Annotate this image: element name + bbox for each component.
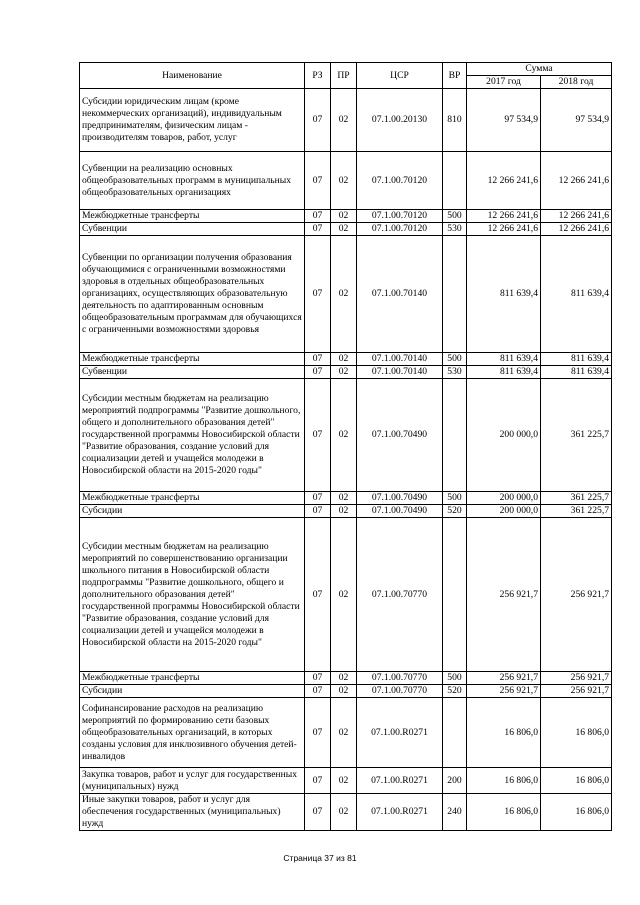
row-pr: 02 [331, 366, 357, 379]
row-rz: 07 [305, 366, 331, 379]
row-csr: 07.1.00.70770 [357, 518, 443, 672]
row-sum-2018: 256 921,7 [541, 685, 612, 698]
row-pr: 02 [331, 223, 357, 236]
row-vr [443, 518, 467, 672]
row-sum-2018: 361 225,7 [541, 379, 612, 492]
row-sum-2017: 16 806,0 [467, 768, 541, 794]
row-vr: 500 [443, 672, 467, 685]
row-sum-2017: 12 266 241,6 [467, 210, 541, 223]
row-sum-2018: 16 806,0 [541, 794, 612, 831]
row-sum-2017: 256 921,7 [467, 685, 541, 698]
header-year-2017: 2017 год [467, 76, 541, 89]
row-name: Субсидии местным бюджетам на реализацию мероприятий по совершенствованию организации школьного питания в Новосибирской области подпрограммы "Развитие дошкольного, общего и дополнительного образования детей" государственной программы Новосибирской области "Развитие образования, создание условий для социализации детей и учащейся молодежи в Новосибирской области на 2015-2020 годы" [80, 518, 305, 672]
row-sum-2018: 256 921,7 [541, 672, 612, 685]
row-name: Межбюджетные трансферты [80, 492, 305, 505]
row-csr: 07.1.00.70140 [357, 236, 443, 353]
header-year-2018: 2018 год [541, 76, 612, 89]
row-csr: 07.1.00.70490 [357, 505, 443, 518]
table-row [80, 492, 612, 505]
row-sum-2018: 16 806,0 [541, 698, 612, 768]
row-sum-2017: 12 266 241,6 [467, 223, 541, 236]
row-vr: 500 [443, 210, 467, 223]
row-vr [443, 152, 467, 210]
row-rz: 07 [305, 768, 331, 794]
row-csr: 07.1.00.R0271 [357, 794, 443, 831]
row-sum-2017: 811 639,4 [467, 366, 541, 379]
row-csr: 07.1.00.70490 [357, 379, 443, 492]
row-pr: 02 [331, 518, 357, 672]
row-pr: 02 [331, 768, 357, 794]
row-csr: 07.1.00.70140 [357, 366, 443, 379]
row-sum-2018: 811 639,4 [541, 236, 612, 353]
table-row [80, 768, 612, 794]
row-name: Межбюджетные трансферты [80, 353, 305, 366]
table-row [80, 794, 612, 831]
row-rz: 07 [305, 223, 331, 236]
row-name: Субсидии [80, 685, 305, 698]
budget-table [79, 62, 612, 831]
row-rz: 07 [305, 89, 331, 152]
row-name: Субвенции [80, 366, 305, 379]
row-sum-2017: 200 000,0 [467, 492, 541, 505]
table-row [80, 223, 612, 236]
row-vr: 520 [443, 685, 467, 698]
row-rz: 07 [305, 518, 331, 672]
row-rz: 07 [305, 379, 331, 492]
row-csr: 07.1.00.70770 [357, 672, 443, 685]
row-vr: 240 [443, 794, 467, 831]
row-csr: 07.1.00.R0271 [357, 768, 443, 794]
row-vr: 200 [443, 768, 467, 794]
row-sum-2018: 12 266 241,6 [541, 152, 612, 210]
row-pr: 02 [331, 89, 357, 152]
row-name: Софинансирование расходов на реализацию мероприятий по формированию сети базовых общеобразовательных организаций, в которых созданы условия для инклюзивного обучения детей-инвалидов [80, 698, 305, 768]
row-sum-2018: 361 225,7 [541, 492, 612, 505]
row-rz: 07 [305, 505, 331, 518]
row-rz: 07 [305, 492, 331, 505]
table-row [80, 685, 612, 698]
row-sum-2017: 200 000,0 [467, 379, 541, 492]
row-name: Закупка товаров, работ и услуг для государственных (муниципальных) нужд [80, 768, 305, 794]
row-sum-2017: 97 534,9 [467, 89, 541, 152]
row-rz: 07 [305, 794, 331, 831]
row-name: Субвенции по организации получения образования обучающимися с ограниченными возможностями здоровья в отдельных общеобразовательных организациях, осуществляющих образовательную деятельность по адаптированным основным общеобразовательным программам для обучающихся с ограниченными возможностями здоровья [80, 236, 305, 353]
table-row [80, 379, 612, 492]
row-sum-2017: 256 921,7 [467, 518, 541, 672]
row-vr: 500 [443, 492, 467, 505]
row-pr: 02 [331, 794, 357, 831]
row-csr: 07.1.00.70490 [357, 492, 443, 505]
row-sum-2017: 811 639,4 [467, 236, 541, 353]
row-csr: 07.1.00.70120 [357, 210, 443, 223]
row-sum-2018: 97 534,9 [541, 89, 612, 152]
row-pr: 02 [331, 672, 357, 685]
row-rz: 07 [305, 210, 331, 223]
table-row [80, 89, 612, 152]
row-csr: 07.1.00.70120 [357, 223, 443, 236]
row-csr: 07.1.00.70770 [357, 685, 443, 698]
page-footer: Страница 37 из 81 [283, 853, 357, 863]
table-row [80, 672, 612, 685]
row-pr: 02 [331, 353, 357, 366]
row-vr: 520 [443, 505, 467, 518]
row-vr [443, 698, 467, 768]
table-row [80, 366, 612, 379]
table-row [80, 236, 612, 353]
row-vr: 500 [443, 353, 467, 366]
row-pr: 02 [331, 152, 357, 210]
row-rz: 07 [305, 353, 331, 366]
header-name: Наименование [80, 63, 305, 89]
row-csr: 07.1.00.70120 [357, 152, 443, 210]
row-pr: 02 [331, 698, 357, 768]
row-vr: 530 [443, 366, 467, 379]
row-pr: 02 [331, 492, 357, 505]
row-rz: 07 [305, 698, 331, 768]
row-name: Межбюджетные трансферты [80, 210, 305, 223]
row-csr: 07.1.00.20130 [357, 89, 443, 152]
header-csr: ЦСР [357, 63, 443, 89]
row-name: Субсидии местным бюджетам на реализацию мероприятий подпрограммы "Развитие дошкольного, общего и дополнительного образования детей" государственной программы Новосибирской области "Развитие образования, создание условий для социализации детей и учащейся молодежи в Новосибирской области на 2015-2020 годы" [80, 379, 305, 492]
row-pr: 02 [331, 505, 357, 518]
row-pr: 02 [331, 379, 357, 492]
row-name: Субвенции [80, 223, 305, 236]
row-sum-2018: 12 266 241,6 [541, 210, 612, 223]
row-sum-2017: 16 806,0 [467, 698, 541, 768]
table-row [80, 698, 612, 768]
row-name: Субсидии юридическим лицам (кроме некоммерческих организаций), индивидуальным предпринимателям, физическим лицам - производителям товаров, работ, услуг [80, 89, 305, 152]
row-sum-2017: 16 806,0 [467, 794, 541, 831]
row-csr: 07.1.00.R0271 [357, 698, 443, 768]
row-name: Субвенции на реализацию основных общеобразовательных программ в муниципальных общеобразовательных организациях [80, 152, 305, 210]
table-row [80, 210, 612, 223]
table-row [80, 518, 612, 672]
row-vr: 810 [443, 89, 467, 152]
row-sum-2018: 811 639,4 [541, 353, 612, 366]
row-pr: 02 [331, 685, 357, 698]
table-row [80, 152, 612, 210]
row-sum-2017: 200 000,0 [467, 505, 541, 518]
row-sum-2018: 361 225,7 [541, 505, 612, 518]
row-sum-2018: 16 806,0 [541, 768, 612, 794]
header-rz: РЗ [305, 63, 331, 89]
row-vr: 530 [443, 223, 467, 236]
row-sum-2018: 811 639,4 [541, 366, 612, 379]
row-pr: 02 [331, 210, 357, 223]
row-rz: 07 [305, 685, 331, 698]
row-rz: 07 [305, 672, 331, 685]
row-name: Субсидии [80, 505, 305, 518]
row-sum-2017: 12 266 241,6 [467, 152, 541, 210]
header-vr: ВР [443, 63, 467, 89]
row-sum-2018: 12 266 241,6 [541, 223, 612, 236]
row-pr: 02 [331, 236, 357, 353]
row-rz: 07 [305, 152, 331, 210]
table-row [80, 353, 612, 366]
row-name: Иные закупки товаров, работ и услуг для обеспечения государственных (муниципальных) нужд [80, 794, 305, 831]
row-rz: 07 [305, 236, 331, 353]
table-row [80, 505, 612, 518]
row-csr: 07.1.00.70140 [357, 353, 443, 366]
header-pr: ПР [331, 63, 357, 89]
row-name: Межбюджетные трансферты [80, 672, 305, 685]
row-sum-2017: 811 639,4 [467, 353, 541, 366]
row-sum-2017: 256 921,7 [467, 672, 541, 685]
row-sum-2018: 256 921,7 [541, 518, 612, 672]
header-sum: Сумма [467, 63, 612, 76]
row-vr [443, 236, 467, 353]
table-body [80, 89, 612, 831]
row-vr [443, 379, 467, 492]
